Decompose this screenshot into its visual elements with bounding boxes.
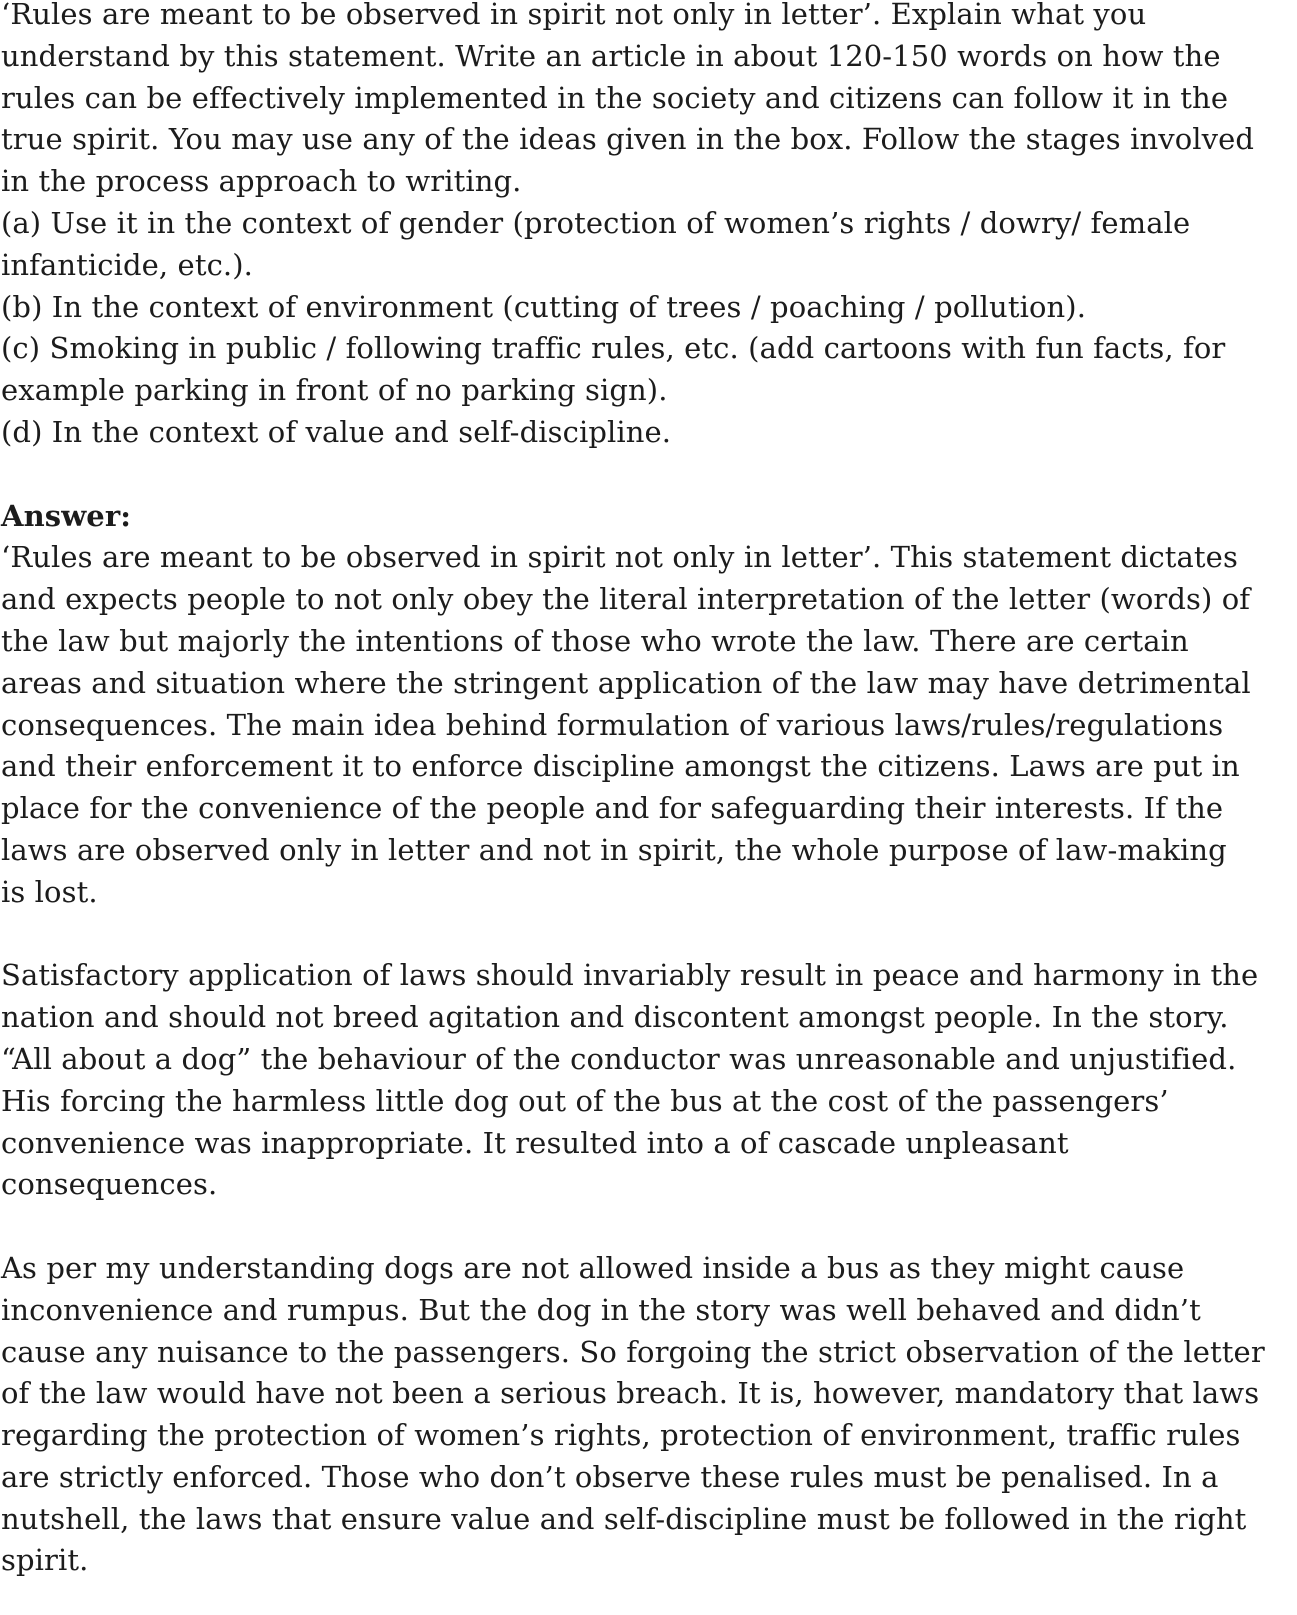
option-d-line: (d) In the context of value and self-discipline.: [1, 414, 672, 449]
question-line: in the process approach to writing.: [1, 164, 522, 199]
spacer: [1, 1206, 1297, 1248]
paragraph-line: consequences.: [1, 1167, 218, 1202]
paragraph-line: the law but majorly the intentions of those who wrote the law. There are certain: [1, 623, 1189, 658]
paragraph-line: convenience was inappropriate. It resulted into a of cascade unpleasant: [1, 1125, 1069, 1160]
paragraph-line: of the law would have not been a serious breach. It is, however, mandatory that laws: [1, 1376, 1260, 1411]
paragraph-line: nation and should not breed agitation and discontent amongst people. In the story.: [1, 1000, 1229, 1035]
answer-heading: Answer:: [1, 498, 132, 533]
paragraph-line: spirit.: [1, 1543, 89, 1578]
paragraph-line: is lost.: [1, 874, 98, 909]
paragraph-line: consequences. The main idea behind formulation of various laws/rules/regulations: [1, 707, 1224, 742]
option-a-line: (a) Use it in the context of gender (protection of women’s rights / dowry/ female: [1, 205, 1191, 240]
spacer: [1, 914, 1297, 956]
answer-paragraph-2: [1, 955, 1297, 1206]
answer-paragraph-1: [1, 537, 1297, 913]
option-b-line: (b) In the context of environment (cutting of trees / poaching / pollution).: [1, 289, 1087, 324]
paragraph-line: Satisfactory application of laws should invariably result in peace and harmony in the: [1, 958, 1259, 993]
paragraph-line: regarding the protection of women’s rights, protection of environment, traffic rules: [1, 1418, 1241, 1453]
question-block: [1, 0, 1297, 454]
paragraph-line: are strictly enforced. Those who don’t observe these rules must be penalised. In a: [1, 1459, 1219, 1494]
paragraph-line: His forcing the harmless little dog out of the bus at the cost of the passengers’: [1, 1083, 1169, 1118]
paragraph-line: As per my understanding dogs are not allowed inside a bus as they might cause: [1, 1250, 1185, 1285]
paragraph-line: and expects people to not only obey the literal interpretation of the letter (words) of: [1, 582, 1251, 617]
paragraph-line: and their enforcement it to enforce discipline amongst the citizens. Laws are put in: [1, 749, 1240, 784]
paragraph-line: place for the convenience of the people and for safeguarding their interests. If the: [1, 791, 1224, 826]
answer-block: [1, 496, 1297, 1583]
spacer: [1, 454, 1297, 496]
paragraph-line: laws are observed only in letter and not in spirit, the whole purpose of law-making: [1, 832, 1227, 867]
question-line: understand by this statement. Write an article in about 120-150 words on how the: [1, 38, 1221, 73]
paragraph-line: areas and situation where the stringent application of the law may have detrimental: [1, 665, 1251, 700]
paragraph-line: “All about a dog” the behaviour of the conductor was unreasonable and unjustified.: [1, 1041, 1237, 1076]
paragraph-line: cause any nuisance to the passengers. So forgoing the strict observation of the letter: [1, 1334, 1265, 1369]
option-a-line: infanticide, etc.).: [1, 247, 253, 282]
question-line: true spirit. You may use any of the ideas given in the box. Follow the stages involved: [1, 122, 1255, 157]
paragraph-line: inconvenience and rumpus. But the dog in the story was well behaved and didn’t: [1, 1292, 1201, 1327]
paragraph-line: ‘Rules are meant to be observed in spirit not only in letter’. This statement dictates: [1, 540, 1238, 575]
answer-paragraph-3: [1, 1248, 1297, 1582]
question-line: rules can be effectively implemented in the society and citizens can follow it in the: [1, 80, 1229, 115]
option-c-line: example parking in front of no parking sign).: [1, 373, 668, 408]
option-c-line: (c) Smoking in public / following traffic rules, etc. (add cartoons with fun facts, for: [1, 331, 1226, 366]
question-line: ‘Rules are meant to be observed in spirit not only in letter’. Explain what you: [1, 0, 1147, 31]
paragraph-line: nutshell, the laws that ensure value and self-discipline must be followed in the right: [1, 1501, 1247, 1536]
